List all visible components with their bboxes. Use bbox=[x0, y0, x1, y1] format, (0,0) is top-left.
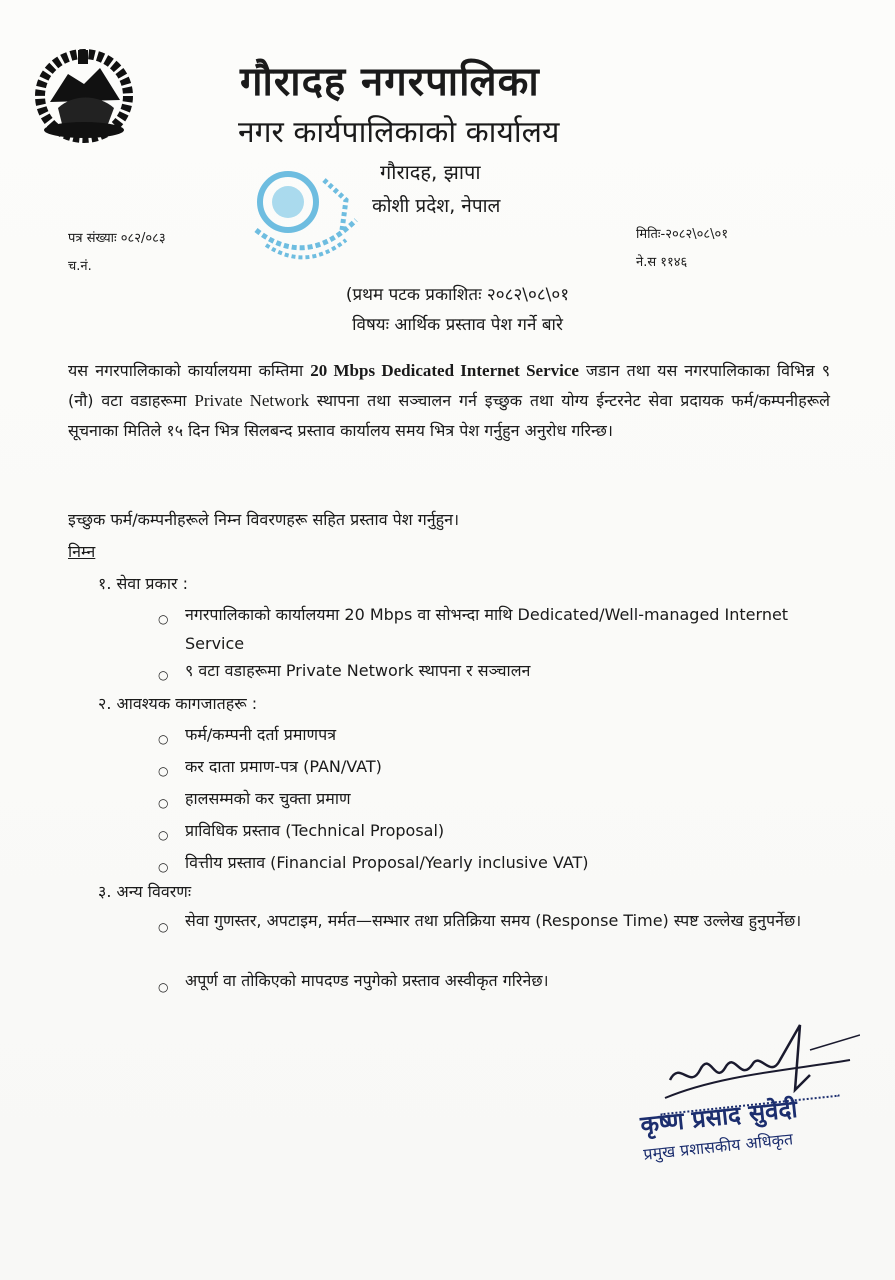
bullet-icon: ○ bbox=[158, 920, 169, 934]
section-title-other-details: ३. अन्य विवरणः bbox=[98, 882, 192, 901]
signatory-title: प्रमुख प्रशासकीय अधिकृत bbox=[642, 1129, 794, 1164]
intro-paragraph bbox=[68, 356, 830, 446]
office-location: गौरादह, झापा bbox=[380, 160, 481, 184]
list-item: नगरपालिकाको कार्यालयमा 20 Mbps वा सोभन्दा माथि Dedicated/Well-managed Internet Service bbox=[185, 605, 789, 653]
list-item: ९ वटा वडाहरूमा Private Network स्थापना र सञ्चालन bbox=[185, 661, 531, 680]
bullet-icon: ○ bbox=[158, 828, 169, 842]
intro-text-c: स्थापना तथा सञ्चालन गर्न इच्छुक तथा योग्य ईन्टरनेट सेवा प्रदायक फर्म/कम्पनीहरूले सूचनाका मितिले १५ दिन भित्र सिलबन्द प्रस्ताव कार्यालय समय भित्र पेश गर्नुहुन अनुरोध गरिन्छ। bbox=[68, 391, 830, 440]
intro-text-b: जडान तथा यस नगरपालिकाका विभिन्न ९ (नौ) वटा वडाहरूमा bbox=[68, 361, 831, 410]
letter-date: मितिः-२०८२\०८\०१ bbox=[636, 227, 729, 242]
bullet-icon: ○ bbox=[158, 980, 169, 994]
first-published-line: (प्रथम पटक प्रकाशितः २०८२\०८\०१ bbox=[345, 285, 570, 305]
submission-instruction: इच्छुक फर्म/कम्पनीहरूले निम्न विवरणहरू सहित प्रस्ताव पेश गर्नुहुन। bbox=[68, 510, 460, 529]
bullet-icon: ○ bbox=[158, 668, 169, 682]
bullet-icon: ○ bbox=[158, 860, 169, 874]
list-item: प्राविधिक प्रस्ताव (Technical Proposal) bbox=[185, 821, 445, 840]
list-item: अपूर्ण वा तोकिएको मापदण्ड नपुगेको प्रस्ताव अस्वीकृत गरिनेछ। bbox=[185, 971, 549, 990]
bullet-icon: ○ bbox=[158, 796, 169, 810]
signatory-name: कृष्ण प्रसाद सुवेदी bbox=[639, 1094, 799, 1140]
dispatch-number: च.नं. bbox=[68, 259, 92, 274]
bullet-icon: ○ bbox=[158, 732, 169, 746]
bullet-icon: ○ bbox=[158, 612, 169, 626]
intro-private-network: Private Network bbox=[194, 391, 310, 410]
org-name: गौरादह नगरपालिका bbox=[240, 59, 540, 105]
office-stamp-icon bbox=[246, 160, 366, 275]
list-heading: निम्न bbox=[68, 542, 96, 561]
intro-bold-service: 20 Mbps Dedicated Internet Service bbox=[310, 361, 579, 380]
subject-line: विषयः आर्थिक प्रस्ताव पेश गर्ने बारे bbox=[352, 315, 563, 335]
nepal-samvat-year: ने.स ११४६ bbox=[636, 255, 688, 270]
office-name: नगर कार्यपालिकाको कार्यालय bbox=[238, 115, 560, 150]
section-title-required-documents: २. आवश्यक कागजातहरू : bbox=[98, 694, 258, 713]
section-title-service-type: १. सेवा प्रकार : bbox=[98, 574, 188, 593]
list-item: कर दाता प्रमाण-पत्र (PAN/VAT) bbox=[185, 757, 382, 776]
office-province: कोशी प्रदेश, नेपाल bbox=[372, 195, 501, 217]
nepal-emblem-icon bbox=[28, 44, 140, 144]
bullet-icon: ○ bbox=[158, 764, 169, 778]
list-item: फर्म/कम्पनी दर्ता प्रमाणपत्र bbox=[185, 725, 337, 744]
intro-text-a: यस नगरपालिकाको कार्यालयमा कम्तिमा bbox=[68, 361, 311, 380]
list-item: वित्तीय प्रस्ताव (Financial Proposal/Yearly inclusive VAT) bbox=[185, 853, 589, 872]
letter-number: पत्र संख्याः ०८२/०८३ bbox=[68, 231, 166, 246]
list-item: सेवा गुणस्तर, अपटाइम, मर्मत—सम्भार तथा प्रतिक्रिया समय (Response Time) स्पष्ट उल्लेख हुनुपर्नेछ। bbox=[185, 911, 802, 930]
list-item: हालसम्मको कर चुक्ता प्रमाण bbox=[185, 789, 351, 808]
